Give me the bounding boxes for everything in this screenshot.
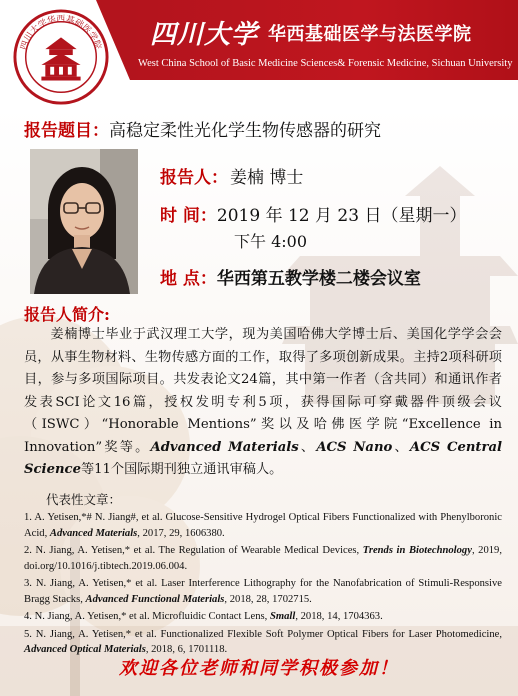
speaker-name: 姜楠 博士	[230, 168, 304, 188]
speaker-line	[160, 163, 303, 188]
bio-text-end: 等11个国际期刊独立通讯审稿人。	[80, 462, 283, 477]
bio-journal: Advanced Materials	[150, 439, 299, 455]
publication-item: 4. N. Jiang, A. Yetisen,* et al. Microfluidic Contact Lens, Small, 2018, 14, 1704363.	[24, 611, 383, 622]
speaker-photo	[30, 149, 138, 294]
time-date: 2019 年 12 月 23 日（星期一）	[216, 206, 467, 226]
publications-heading: 代表性文章：	[46, 492, 122, 507]
bio-text: 姜楠博士毕业于武汉理工大学，现为美国哈佛大学博士后、美国化学学会会员，从事生物材料、生物传感方面的工作，取得了多项创新成果。主持2项科研项目，参与多项国际项目。共发表论文24篇，其中第一作者（含共同）和通讯作者发表SCI论文16篇，授权发明专利5项，获得国际可穿戴器件顶级会议（ISWC）“Honorable Mentions”奖以及哈佛医学院“Excellence in Innovation”奖等。	[24, 327, 502, 455]
school-name: 华西基础医学与法医学院	[268, 23, 472, 45]
bio-separator: 、	[392, 439, 410, 455]
publications-list	[24, 510, 502, 658]
bio-heading: 报告人简介:	[24, 305, 110, 324]
welcome-slogan: 欢迎各位老师和同学积极参加！	[119, 658, 399, 679]
report-topic	[24, 116, 381, 141]
speaker-label: 报告人：	[160, 168, 228, 188]
publication-item: 1. A. Yetisen,*# N. Jiang#, et al. Glucose-Sensitive Hydrogel Optical Fibers Functionalized with Phenylboronic Acid, Advanced Materials, 2017, 29, 1606380.	[24, 512, 502, 539]
place-label: 地 点：	[160, 269, 217, 289]
bio-separator: 、	[298, 439, 317, 455]
publication-item: 5. N. Jiang, A. Yetisen,* et al. Functionalized Flexible Soft Polymer Optical Fibers for Laser Photomedicine, Advanced Optical Materials, 2018, 6, 1701118.	[24, 628, 502, 655]
time-line	[160, 201, 466, 226]
time-label: 时 间：	[160, 206, 217, 226]
place-line	[160, 264, 421, 289]
topic-label: 报告题目：	[24, 121, 109, 141]
publication-item: 2. N. Jiang, A. Yetisen,* et al. The Regulation of Wearable Medical Devices, Trends in Biotechnology, 2019, doi.org/10.1016/j.tibtech.2019.06.004.	[24, 545, 502, 572]
bio-journal: ACS Nano	[316, 439, 393, 455]
topic-title: 高稳定柔性光化学生物传感器的研究	[109, 121, 381, 141]
bio-paragraph	[24, 324, 502, 482]
bio-journal: ACS Central Science	[24, 439, 503, 477]
place-venue: 华西第五教学楼二楼会议室	[216, 269, 421, 289]
time-hour: 下午 4:00	[234, 232, 308, 251]
publication-item: 3. N. Jiang, A. Yetisen,* et al. Laser Interference Lithography for the Nanofabrication of Stimuli-Responsive Bragg Stacks, Advanced Functional Materials, 2018, 28, 1702715.	[24, 578, 502, 605]
university-name: 四川大学	[150, 20, 259, 50]
svg-text:四川大学华西基础医学院: 四川大学华西基础医学院	[19, 14, 103, 52]
school-name-english: West China School of Basic Medicine Sciences& Forensic Medicine, Sichuan University	[138, 58, 513, 69]
